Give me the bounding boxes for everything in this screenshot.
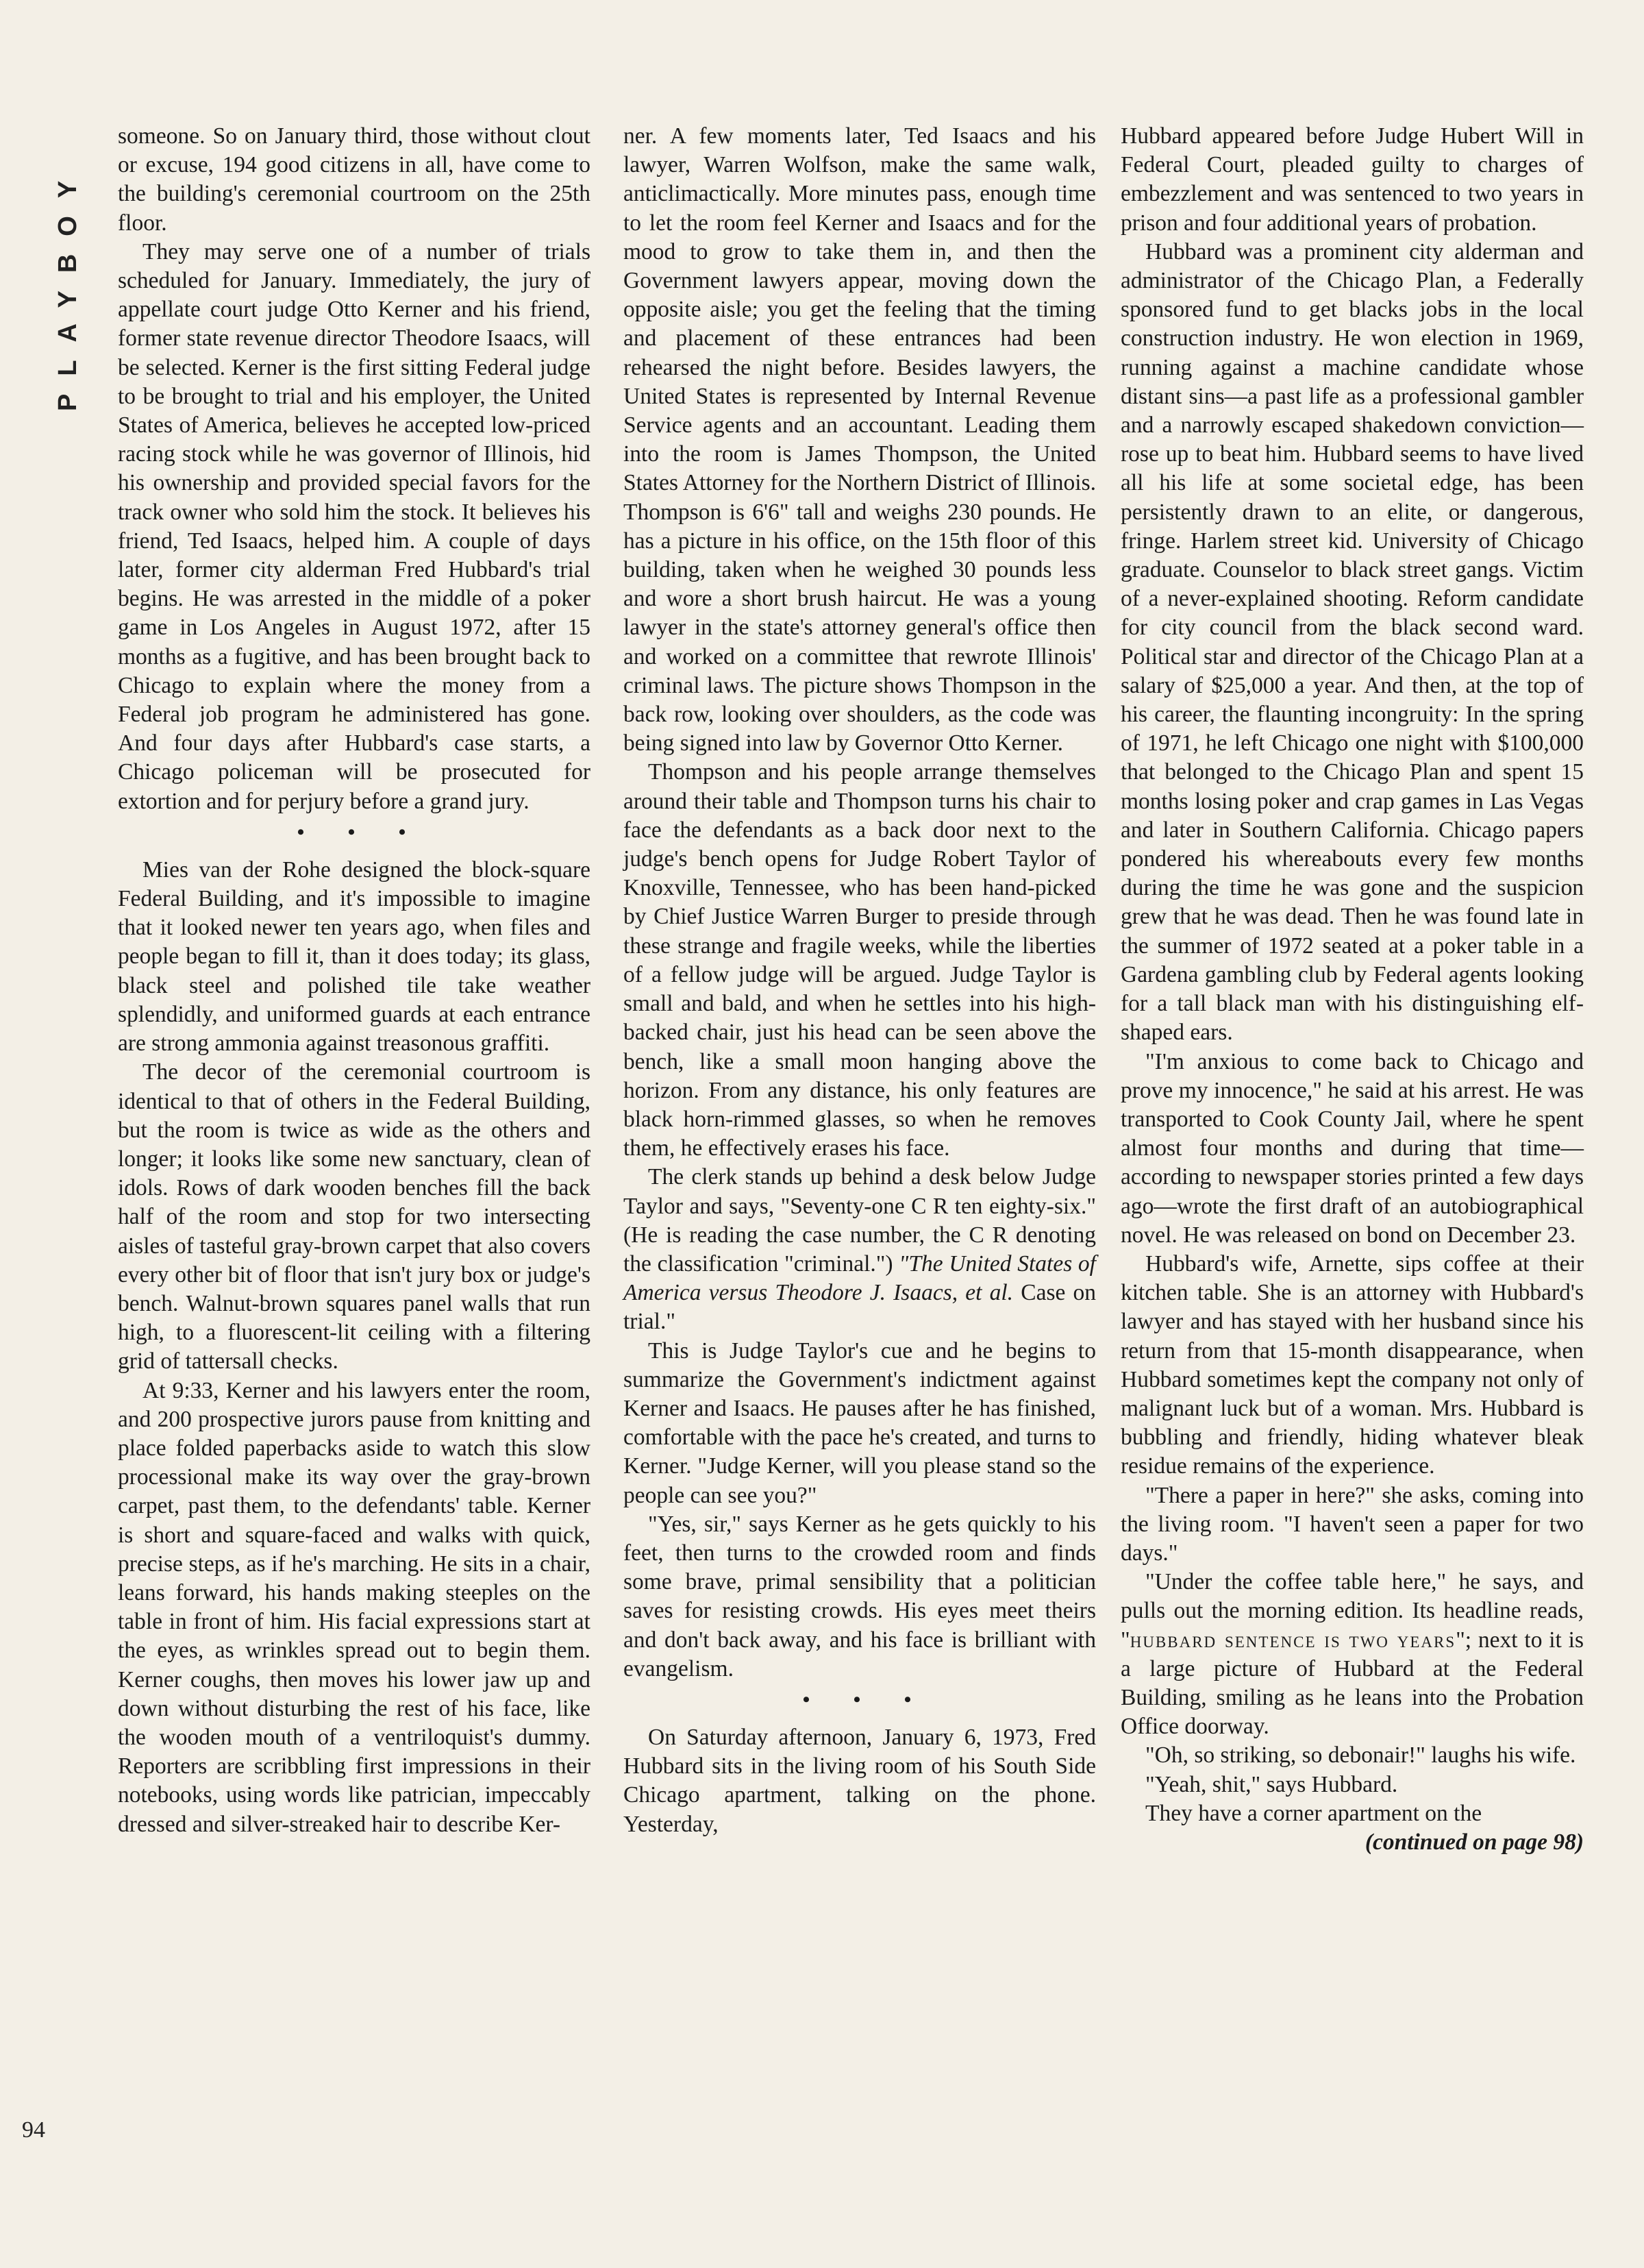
paragraph: At 9:33, Kerner and his lawyers enter the room, and 200 prospective jurors pause from knitting and place folded paperbacks aside to watch this slow processional make its way over the gray-brown carpet, past them, to the defendants' table. Kerner is short and square-faced and walks with quick, precise steps, as if he's marching. He sits in a chair, leans forward, his hands making steeples on the table in front of him. His facial expressions start at the eyes, as wrinkles spread out to begin them. Kerner coughs, then moves his lower jaw up and down without disturbing the rest of his face, like the wooden mouth of a ventriloquist's dummy. Reporters are scribbling first impressions in their notebooks, using words like patrician, impeccably dressed and silver-streaked hair to describe Ker- xyxy=(118,1377,590,1837)
paragraph: Mies van der Rohe designed the block-square Federal Building, and it's impossible to imagine that it looked newer ten years ago, when files and people began to fill it, than it does today; its glass, black steel and polished tile take weather splendidly, and uniformed guards at each entrance are strong ammonia against treasonous graffiti. xyxy=(118,856,590,1057)
paragraph: "I'm anxious to come back to Chicago and prove my innocence," he said at his arrest. He was transported to Cook County Jail, where he spent almost four months and during that time—according to newspaper stories printed a few days ago—wrote the first draft of an autobiographical novel. He was released on bond on December 23. xyxy=(1121,1048,1584,1248)
paragraph: This is Judge Taylor's cue and he begins to summarize the Government's indictment against Kerner and Isaacs. He pauses after he has finished, comfortable with the pace he's created, and turns to Kerner. "Judge Kerner, will you please stand so the people can see you?" xyxy=(623,1338,1096,1508)
case-title: "The United States of America versus Theodore J. Isaacs, et al. xyxy=(623,1250,1096,1306)
paragraph-text: The clerk stands up behind a desk below Judge Taylor and says, "Seventy-one C R ten eighty-six." (He is reading the case number, the C R denoting the classification "criminal.") xyxy=(623,1164,1096,1277)
magazine-name-text: PLAYBOY xyxy=(53,162,82,411)
paragraph: "Yes, sir," says Kerner as he gets quickly to his feet, then turns to the crowded room and finds some brave, primal sensibility that a politician saves for resisting crowds. His eyes meet theirs and don't back away, and his face is brilliant with evangelism. xyxy=(623,1511,1096,1681)
paragraph: Hubbard's wife, Arnette, sips coffee at their kitchen table. She is an attorney with Hubbard's lawyer and has stayed with her husband since his return from that 15-month disappearance, when Hubbard sometimes kept the company not only of malignant luck but of a woman. Mrs. Hubbard is bubbling and friendly, hiding whatever bleak residue remains of the experience. xyxy=(1121,1250,1584,1479)
continued-note: (continued on page 98) xyxy=(1365,1829,1584,1855)
paragraph: They have a corner apartment on the xyxy=(1145,1800,1482,1826)
paragraph: Thompson and his people arrange themselves around their table and Thompson turns his chair to face the defendants as a back door next to the judge's bench opens for Judge Robert Taylor of Knoxville, Tennessee, who has been hand-picked by Chief Justice Warren Burger to preside through these strange and fragile weeks, while the liberties of a fellow judge will be argued. Judge Taylor is small and bald, and when he settles into his high-backed chair, just his head can be seen above the bench, like a small moon hanging above the horizon. From any distance, his only features are black horn-rimmed glasses, so when he removes them, he effectively erases his face. xyxy=(623,759,1096,1161)
paragraph: "Yeah, shit," says Hubbard. xyxy=(1145,1771,1398,1797)
paragraph xyxy=(1121,1568,1584,1741)
magazine-name xyxy=(53,116,81,411)
text-column-3 xyxy=(1121,122,1584,1857)
paragraph: "Oh, so striking, so debonair!" laughs his wife. xyxy=(1145,1742,1576,1768)
section-separator: • • • xyxy=(802,1688,931,1711)
paragraph: Hubbard was a prominent city alderman and administrator of the Chicago Plan, a Federally sponsored fund to get blacks jobs in the local construction industry. He won election in 1969, running against a machine candidate whose distant sins—a past life as a professional gambler and a narrowly escaped shakedown conviction—rose up to beat him. Hubbard seems to have lived all his life at some societal edge, has been persistently drawn to an elite, or dangerous, fringe. Harlem street kid. University of Chicago graduate. Counselor to black street gangs. Victim of a never-explained shooting. Reform candidate for city council from the black second ward. Political star and director of the Chicago Plan at a salary of $25,000 a year. And then, at the top of his career, the flaunting incongruity: In the spring of 1971, he left Chicago one night with $100,000 that belonged to the Chicago Plan and spent 15 months losing poker and crap games in Las Vegas and later in Southern California. Chicago papers pondered his whereabouts every few months during the time he was gone and the suspicion grew that he was dead. Then he was found late in the summer of 1972 seated at a poker table in a Gardena gambling club by Federal agents looking for a tall black man with his distinguishing elf-shaped ears. xyxy=(1121,238,1584,1046)
paragraph: "There a paper in here?" she asks, coming into the living room. "I haven't seen a paper for two days." xyxy=(1121,1482,1584,1566)
paragraph: The decor of the ceremonial courtroom is identical to that of others in the Federal Building, but the room is twice as wide as the others and longer; it looks like some new sanctuary, clean of idols. Rows of dark wooden benches fill the back half of the room and stop for two intersecting aisles of tasteful gray-brown carpet that also covers every other bit of floor that isn't jury box or judge's bench. Walnut-brown squares panel walls that run high, to a fluorescent-lit ceiling with a filtering grid of tattersall checks. xyxy=(118,1059,590,1375)
paragraph-text: "; next to it is a large picture of Hubbard at the Federal Building, smiling as he leans into the Probation Office doorway. xyxy=(1121,1627,1584,1740)
paragraph: someone. So on January third, those without clout or excuse, 194 good citizens in all, have come to the building's ceremonial courtroom on the 25th floor. xyxy=(118,123,590,236)
paragraph-text: Case on trial." xyxy=(623,1280,1097,1335)
paragraph: On Saturday afternoon, January 6, 1973, Fred Hubbard sits in the living room of his South Side Chicago apartment, talking on the phone. Yesterday, xyxy=(623,1724,1096,1837)
paragraph xyxy=(623,1163,1096,1336)
text-column-2 xyxy=(623,122,1096,1839)
newspaper-headline: hubbard sentence is two years xyxy=(1130,1627,1456,1653)
paragraph: They may serve one of a number of trials scheduled for January. Immediately, the jury of appellate court judge Otto Kerner and his friend, former state revenue director Theodore Isaacs, will be selected. Kerner is the first sitting Federal judge to be brought to trial and his employer, the United States of America, believes he accepted low-priced racing stock while he was governor of Illinois, hid his ownership and provided special favors for the track owner who sold him the stock. It believes his friend, Ted Isaacs, helped him. A couple of days later, former city alderman Fred Hubbard's trial begins. He was arrested in the middle of a poker game in Los Angeles in August 1972, after 15 months as a fugitive, and has been brought back to Chicago to explain where the money from a Federal job program he administered has gone. And four days after Hubbard's case starts, a Chicago policeman will be prosecuted for extortion and for perjury before a grand jury. xyxy=(118,238,590,814)
text-column-1 xyxy=(118,122,590,1839)
paragraph-text: "Under the coffee table here," he says, and pulls out the morning edition. Its headline reads, " xyxy=(1121,1569,1584,1653)
page-number: 94 xyxy=(22,2117,45,2143)
paragraph: Hubbard appeared before Judge Hubert Will in Federal Court, pleaded guilty to charges of embezzlement and was sentenced to two years in prison and four additional years of probation. xyxy=(1121,123,1584,236)
paragraph: ner. A few moments later, Ted Isaacs and his lawyer, Warren Wolfson, make the same walk, anticlimactically. More minutes pass, enough time to let the room feel Kerner and Isaacs and for the mood to grow to take them in, and then the Government lawyers appear, moving down the opposite aisle; you get the feeling that the timing and placement of these entrances had been rehearsed the night before. Besides lawyers, the United States is represented by Internal Revenue Service agents and an accountant. Leading them into the room is James Thompson, the United States Attorney for the Northern District of Illinois. Thompson is 6'6" tall and weighs 230 pounds. He has a picture in his office, on the 15th floor of this building, taken when he weighed 30 pounds less and wore a short brush haircut. He was a young lawyer in the state's attorney general's office then and worked on a committee that rewrote Illinois' criminal laws. The picture shows Thompson in the back row, looking over shoulders, as the code was being signed into law by Governor Otto Kerner. xyxy=(623,123,1096,756)
section-separator: • • • xyxy=(297,820,425,843)
